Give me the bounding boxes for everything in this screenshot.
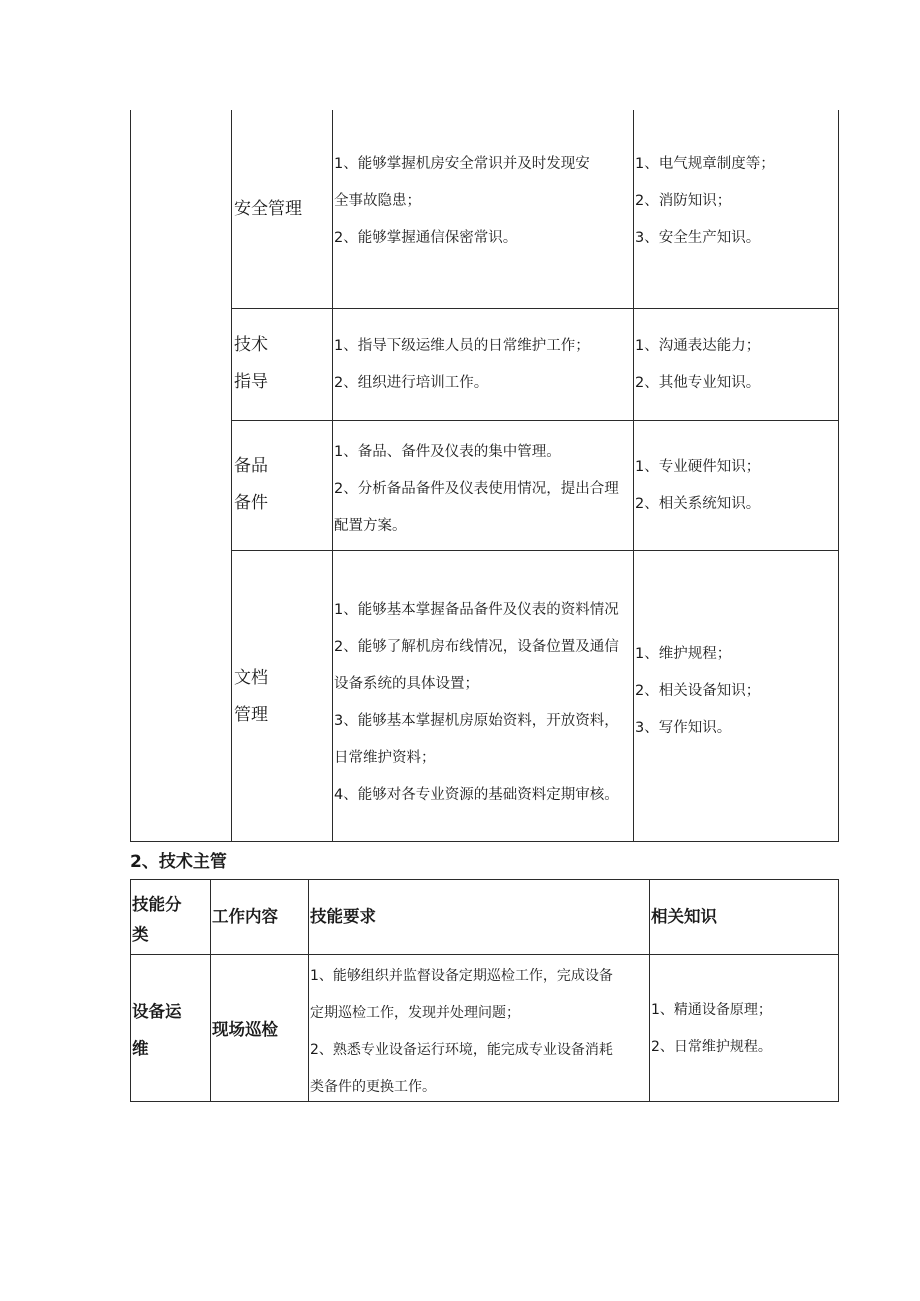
header-line: 技能分 [132, 895, 182, 914]
table-border [130, 879, 839, 880]
row-knowledge [635, 636, 760, 747]
table-border [130, 879, 131, 1102]
category-line: 管理 [234, 705, 268, 725]
row-category [132, 993, 182, 1067]
knowledge-line: 2、相关系统知识。 [635, 496, 761, 512]
skill-line: 全事故隐患； [334, 193, 421, 209]
category-line: 指导 [234, 372, 268, 392]
row-category [234, 327, 268, 401]
category-line: 文档 [234, 668, 268, 688]
row-knowledge [635, 146, 775, 257]
category-line: 备件 [234, 493, 268, 513]
table-border [130, 110, 131, 842]
row-category [234, 448, 268, 522]
knowledge-line: 1、沟通表达能力； [635, 338, 761, 354]
table-border [332, 110, 333, 842]
table-border [231, 420, 839, 421]
skill-line: 2、分析备品备件及仪表使用情况，提出合理 [334, 481, 619, 497]
row-category: 安全管理 [234, 199, 302, 219]
row-skills [310, 958, 613, 1106]
skill-line: 3、能够基本掌握机房原始资料，开放资料， [334, 713, 619, 729]
skill-line: 配置方案。 [334, 518, 407, 534]
table-border [231, 110, 232, 842]
table-border [210, 879, 211, 1102]
skill-line: 1、指导下级运维人员的日常维护工作； [334, 338, 590, 354]
category-line: 技术 [234, 335, 268, 355]
skill-line: 设备系统的具体设置； [334, 676, 479, 692]
table-border [838, 879, 839, 1102]
table-border [838, 110, 839, 842]
knowledge-line: 2、相关设备知识； [635, 683, 761, 699]
skill-line: 日常维护资料； [334, 750, 436, 766]
skill-line: 2、能够了解机房布线情况，设备位置及通信 [334, 639, 619, 655]
header-skills: 技能要求 [310, 907, 376, 926]
knowledge-line: 1、电气规章制度等； [635, 156, 775, 172]
table-border [649, 879, 650, 1102]
knowledge-line: 1、维护规程； [635, 646, 732, 662]
knowledge-line: 2、日常维护规程。 [651, 1039, 772, 1055]
header-work: 工作内容 [212, 907, 278, 926]
skill-line: 1、能够掌握机房安全常识并及时发现安 [334, 156, 590, 172]
table-border [308, 879, 309, 1102]
row-work: 现场巡检 [212, 1020, 278, 1039]
knowledge-line: 2、其他专业知识。 [635, 375, 761, 391]
knowledge-line: 2、消防知识； [635, 193, 732, 209]
skill-line: 1、能够组织并监督设备定期巡检工作，完成设备 [310, 968, 613, 984]
row-skills [334, 146, 590, 257]
header-category [132, 890, 182, 950]
skill-line: 1、备品、备件及仪表的集中管理。 [334, 444, 561, 460]
row-knowledge [635, 328, 760, 402]
skill-line: 2、能够掌握通信保密常识。 [334, 230, 518, 246]
row-skills [334, 592, 619, 814]
table-border [231, 550, 839, 551]
knowledge-line: 3、写作知识。 [635, 720, 732, 736]
header-line: 类 [132, 925, 149, 944]
knowledge-line: 1、专业硬件知识； [635, 459, 761, 475]
table-border [231, 308, 839, 309]
category-line: 备品 [234, 456, 268, 476]
row-knowledge [635, 449, 760, 523]
table-border [633, 110, 634, 842]
knowledge-line: 1、精通设备原理； [651, 1002, 772, 1018]
table-border [130, 954, 839, 955]
row-skills [334, 434, 619, 545]
row-skills [334, 328, 590, 402]
section-heading: 2、技术主管 [130, 852, 227, 872]
row-knowledge [651, 992, 772, 1066]
row-category [234, 660, 268, 734]
skill-line: 4、能够对各专业资源的基础资料定期审核。 [334, 787, 619, 803]
skill-line: 定期巡检工作，发现并处理问题； [310, 1005, 520, 1021]
skill-line: 2、组织进行培训工作。 [334, 375, 489, 391]
category-line: 维 [132, 1039, 149, 1058]
header-knowledge: 相关知识 [651, 907, 717, 926]
skill-line: 类备件的更换工作。 [310, 1079, 436, 1095]
skill-line: 1、能够基本掌握备品备件及仪表的资料情况 [334, 602, 619, 618]
table-border [130, 841, 839, 842]
skill-line: 2、熟悉专业设备运行环境，能完成专业设备消耗 [310, 1042, 613, 1058]
knowledge-line: 3、安全生产知识。 [635, 230, 761, 246]
category-line: 设备运 [132, 1002, 182, 1021]
